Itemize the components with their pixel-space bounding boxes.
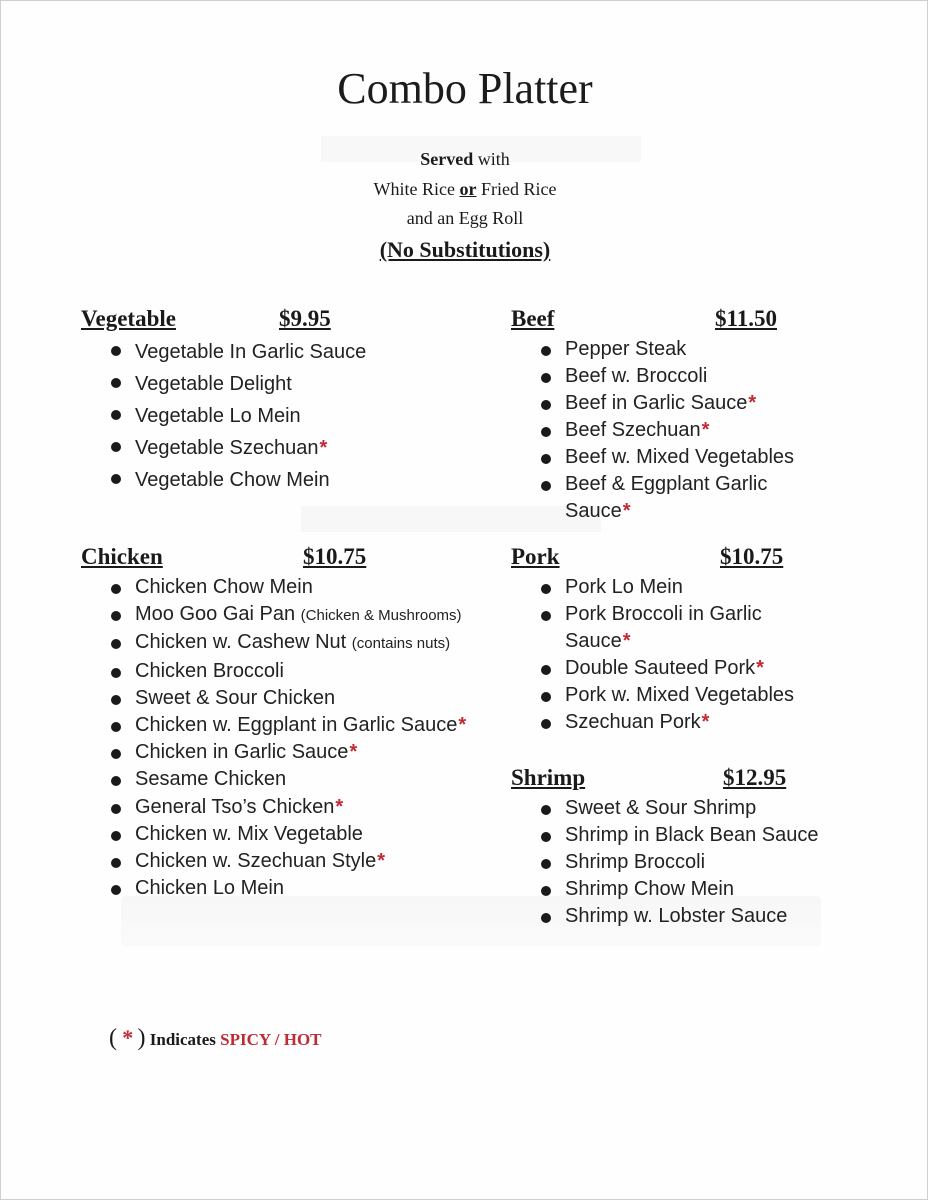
item-list bbox=[511, 574, 911, 736]
menu-item bbox=[81, 821, 501, 848]
spicy-hot-label: SPICY / HOT bbox=[220, 1030, 322, 1049]
section-price: $9.95 bbox=[279, 306, 331, 331]
menu-item bbox=[81, 739, 501, 766]
page-title: Combo Platter bbox=[337, 64, 593, 113]
menu-item-name: Beef in Garlic Sauce bbox=[565, 392, 748, 414]
spicy-star-icon: * bbox=[122, 1025, 134, 1050]
served-line-2: White Rice or Fried Rice bbox=[373, 179, 557, 199]
spicy-star-icon: * bbox=[319, 437, 328, 459]
menu-item bbox=[511, 903, 911, 930]
menu-item bbox=[511, 655, 911, 682]
menu-item-name: Double Sauteed Pork bbox=[565, 657, 756, 679]
menu-item-name: Vegetable Chow Mein bbox=[135, 469, 330, 491]
menu-item-name: Vegetable Delight bbox=[135, 373, 292, 395]
menu-item-name: Pepper Steak bbox=[565, 338, 687, 360]
no-substitutions-note: (No Substitutions) bbox=[379, 237, 551, 262]
section-name: Vegetable bbox=[81, 306, 176, 331]
menu-item-name: Sweet & Sour Shrimp bbox=[565, 797, 757, 819]
menu-item-name: Shrimp w. Lobster Sauce bbox=[565, 905, 788, 927]
menu-item bbox=[511, 336, 911, 363]
menu-item-name: Chicken w. Eggplant in Garlic Sauce bbox=[135, 714, 458, 737]
item-list bbox=[81, 574, 501, 902]
menu-item bbox=[81, 848, 501, 875]
menu-item bbox=[511, 682, 911, 709]
menu-item bbox=[81, 601, 501, 629]
menu-item-name: Chicken w. Cashew Nut bbox=[135, 631, 352, 654]
served-line-3: and an Egg Roll bbox=[406, 208, 524, 228]
menu-item bbox=[81, 766, 501, 793]
menu-item-note: (contains nuts) bbox=[351, 635, 451, 653]
menu-item bbox=[81, 432, 481, 464]
spicy-star-icon: * bbox=[349, 741, 358, 764]
menu-item-name: Beef Szechuan bbox=[565, 419, 701, 441]
menu-item-name: Chicken w. Mix Vegetable bbox=[135, 822, 363, 845]
menu-item bbox=[81, 368, 481, 400]
menu-item bbox=[81, 400, 481, 432]
section-header bbox=[81, 306, 481, 336]
menu-item bbox=[511, 363, 911, 390]
section-shrimp bbox=[511, 765, 911, 930]
menu-item-continuation bbox=[565, 628, 911, 655]
section-vegetable bbox=[81, 306, 481, 496]
section-price: $10.75 bbox=[303, 544, 367, 569]
menu-item-continuation bbox=[565, 498, 911, 525]
menu-item bbox=[511, 849, 911, 876]
menu-item bbox=[511, 709, 911, 736]
menu-item-name: Shrimp Chow Mein bbox=[565, 878, 734, 900]
menu-item bbox=[81, 685, 501, 712]
menu-item bbox=[81, 712, 501, 739]
menu-item-continuation-text: Sauce bbox=[565, 500, 622, 522]
menu-item bbox=[511, 471, 911, 525]
section-name: Beef bbox=[511, 306, 555, 331]
menu-item-name: General Tso’s Chicken bbox=[135, 795, 335, 818]
spicy-star-icon: * bbox=[701, 711, 710, 733]
section-name: Shrimp bbox=[511, 765, 586, 790]
menu-item-name: Vegetable In Garlic Sauce bbox=[135, 341, 367, 363]
section-header bbox=[511, 765, 911, 795]
section-price: $10.75 bbox=[720, 544, 784, 569]
menu-item-name: Beef & Eggplant Garlic bbox=[565, 473, 768, 495]
menu-item bbox=[511, 417, 911, 444]
menu-item bbox=[81, 794, 501, 821]
menu-item-name: Shrimp in Black Bean Sauce bbox=[565, 824, 819, 846]
section-header bbox=[511, 306, 911, 336]
menu-item bbox=[81, 629, 501, 657]
menu-item-name: Chicken in Garlic Sauce bbox=[135, 741, 349, 764]
served-line-1: Served with bbox=[420, 149, 510, 169]
menu-item bbox=[81, 658, 501, 685]
spicy-star-icon: * bbox=[458, 714, 467, 737]
item-list bbox=[81, 336, 481, 496]
menu-item-name: Sesame Chicken bbox=[135, 768, 287, 791]
menu-item bbox=[511, 601, 911, 655]
menu-item-name: Szechuan Pork bbox=[565, 711, 701, 733]
menu-item-name: Pork w. Mixed Vegetables bbox=[565, 684, 795, 706]
menu-item-continuation-text: Sauce bbox=[565, 630, 622, 652]
menu-item-name: Chicken w. Szechuan Style bbox=[135, 850, 377, 873]
menu-item bbox=[511, 390, 911, 417]
menu-item bbox=[511, 876, 911, 903]
menu-item bbox=[81, 336, 481, 368]
spicy-legend: ( * ) Indicates SPICY / HOT bbox=[109, 1025, 322, 1051]
spicy-star-icon: * bbox=[377, 850, 386, 873]
menu-item bbox=[511, 574, 911, 601]
menu-item-name: Vegetable Lo Mein bbox=[135, 405, 301, 427]
menu-item-name: Chicken Lo Mein bbox=[135, 877, 284, 900]
spicy-star-icon: * bbox=[622, 500, 631, 522]
item-list bbox=[511, 795, 911, 930]
spicy-star-icon: * bbox=[335, 795, 344, 818]
menu-item-name: Chicken Broccoli bbox=[135, 659, 284, 682]
spicy-star-icon: * bbox=[622, 630, 631, 652]
menu-item-name: Beef w. Broccoli bbox=[565, 365, 708, 387]
menu-item-name: Vegetable Szechuan bbox=[135, 437, 319, 459]
section-price: $11.50 bbox=[715, 306, 777, 331]
menu-item bbox=[81, 875, 501, 902]
spicy-star-icon: * bbox=[748, 392, 757, 414]
spicy-star-icon: * bbox=[701, 419, 710, 441]
menu-item bbox=[81, 574, 501, 601]
menu-item-note: (Chicken & Mushrooms) bbox=[300, 607, 462, 625]
section-header bbox=[81, 544, 501, 574]
section-price: $12.95 bbox=[723, 765, 787, 790]
menu-item-name: Shrimp Broccoli bbox=[565, 851, 706, 873]
section-name: Pork bbox=[511, 544, 560, 569]
section-header bbox=[511, 544, 911, 574]
section-beef bbox=[511, 306, 911, 525]
section-chicken bbox=[81, 544, 501, 902]
menu-item bbox=[81, 464, 481, 496]
menu-item bbox=[511, 795, 911, 822]
menu-item-name: Chicken Chow Mein bbox=[135, 576, 313, 598]
item-list bbox=[511, 336, 911, 525]
menu-item-name: Beef w. Mixed Vegetables bbox=[565, 446, 795, 468]
spicy-star-icon: * bbox=[756, 657, 764, 679]
menu-item-name: Sweet & Sour Chicken bbox=[135, 686, 336, 709]
menu-item-name: Pork Lo Mein bbox=[565, 576, 683, 598]
menu-item bbox=[511, 822, 911, 849]
section-name: Chicken bbox=[81, 544, 163, 569]
section-pork bbox=[511, 544, 911, 736]
menu-item-name: Moo Goo Gai Pan bbox=[135, 603, 301, 626]
menu-item-name: Pork Broccoli in Garlic bbox=[565, 603, 762, 625]
menu-item bbox=[511, 444, 911, 471]
